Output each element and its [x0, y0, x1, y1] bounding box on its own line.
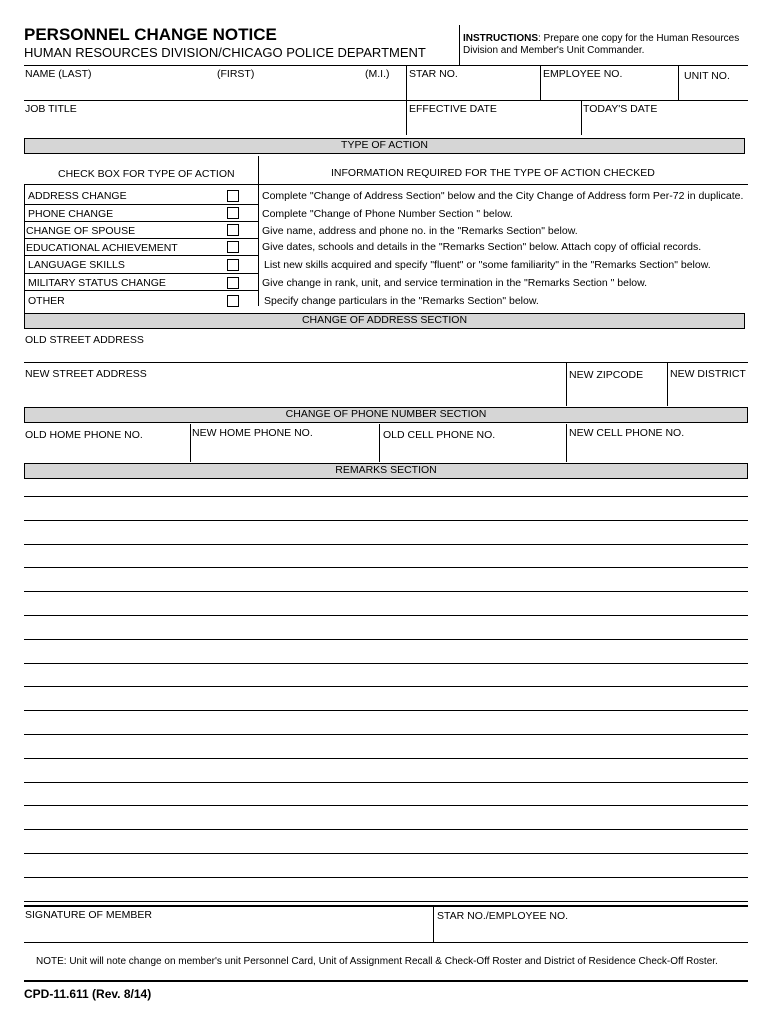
- old-street-label: OLD STREET ADDRESS: [25, 334, 144, 346]
- remarks-line: [24, 496, 748, 497]
- education-checkbox[interactable]: [227, 241, 239, 253]
- remarks-line: [24, 686, 748, 687]
- rule: [24, 238, 258, 239]
- rule: [24, 942, 748, 943]
- action-info: Give name, address and phone no. in the "Remarks Section" below.: [262, 225, 578, 237]
- divider: [258, 156, 259, 306]
- rule: [24, 204, 258, 205]
- form-title: PERSONNEL CHANGE NOTICE: [24, 25, 277, 44]
- remarks-line: [24, 901, 748, 902]
- remarks-line: [24, 782, 748, 783]
- action-label: EDUCATIONAL ACHIEVEMENT: [26, 242, 178, 254]
- phone-change-checkbox[interactable]: [227, 207, 239, 219]
- remarks-section-heading: REMARKS SECTION: [24, 463, 748, 479]
- rule: [24, 221, 258, 222]
- action-label: LANGUAGE SKILLS: [28, 259, 125, 271]
- col-info-header: INFORMATION REQUIRED FOR THE TYPE OF ACTION CHECKED: [331, 167, 655, 179]
- action-info: Give dates, schools and details in the "Remarks Section" below. Attach copy of official records.: [262, 241, 702, 253]
- action-label: OTHER: [28, 295, 65, 307]
- col-check-header: CHECK BOX FOR TYPE OF ACTION: [58, 168, 235, 180]
- address-section-heading: CHANGE OF ADDRESS SECTION: [24, 313, 745, 329]
- language-skills-checkbox[interactable]: [227, 259, 239, 271]
- old-home-phone-label: OLD HOME PHONE NO.: [25, 429, 143, 441]
- action-info: Specify change particulars in the "Remarks Section" below.: [264, 295, 539, 307]
- old-cell-phone-label: OLD CELL PHONE NO.: [383, 429, 496, 441]
- action-info: Give change in rank, unit, and service termination in the "Remarks Section " below.: [262, 277, 648, 289]
- remarks-line: [24, 615, 748, 616]
- name-first-label: (FIRST): [217, 68, 255, 80]
- new-street-label: NEW STREET ADDRESS: [25, 368, 147, 380]
- remarks-line: [24, 734, 748, 735]
- military-status-checkbox[interactable]: [227, 277, 239, 289]
- new-home-phone-label: NEW HOME PHONE NO.: [192, 427, 313, 439]
- form-number: CPD-11.611 (Rev. 8/14): [24, 987, 152, 1001]
- new-district-label: NEW DISTRICT: [670, 368, 746, 380]
- new-zip-label: NEW ZIPCODE: [569, 369, 644, 381]
- name-last-label: NAME (LAST): [25, 68, 92, 80]
- remarks-line: [24, 591, 748, 592]
- address-change-checkbox[interactable]: [227, 190, 239, 202]
- todays-date-label: TODAY'S DATE: [583, 103, 658, 115]
- spouse-change-checkbox[interactable]: [227, 224, 239, 236]
- instructions: [463, 33, 763, 57]
- action-label: PHONE CHANGE: [28, 208, 114, 220]
- rule: [24, 255, 258, 256]
- remarks-line: [24, 567, 748, 568]
- action-info: List new skills acquired and specify "fluent" or "some familiarity" in the "Remarks Section" below.: [264, 259, 711, 271]
- action-label: ADDRESS CHANGE: [28, 190, 127, 202]
- unit-no-label: UNIT NO.: [684, 70, 730, 82]
- star-no-label: STAR NO.: [409, 68, 458, 80]
- rule: [24, 273, 258, 274]
- instructions-text: : Prepare one copy for the Human Resources Division and Member's Unit Commander.: [463, 33, 740, 56]
- action-info: Complete "Change of Phone Number Section " below.: [262, 208, 513, 220]
- signature-label: SIGNATURE OF MEMBER: [25, 909, 152, 921]
- star-employee-no-label: STAR NO./EMPLOYEE NO.: [437, 910, 569, 922]
- header-divider: [459, 25, 460, 65]
- type-of-action-heading: TYPE OF ACTION: [24, 138, 745, 154]
- effective-date-label: EFFECTIVE DATE: [409, 103, 497, 115]
- job-title-label: JOB TITLE: [25, 103, 77, 115]
- remarks-line: [24, 805, 748, 806]
- job-title-field[interactable]: [24, 101, 406, 134]
- phone-section-heading: CHANGE OF PHONE NUMBER SECTION: [24, 407, 748, 423]
- rule: [24, 184, 748, 185]
- new-cell-phone-label: NEW CELL PHONE NO.: [569, 427, 685, 439]
- remarks-line: [24, 710, 748, 711]
- rule: [24, 290, 258, 291]
- remarks-line: [24, 853, 748, 854]
- remarks-line: [24, 877, 748, 878]
- name-mi-label: (M.I.): [365, 68, 390, 80]
- remarks-line: [24, 829, 748, 830]
- remarks-line: [24, 663, 748, 664]
- remarks-line: [24, 639, 748, 640]
- instructions-label: INSTRUCTIONS: [463, 33, 538, 44]
- remarks-line: [24, 544, 748, 545]
- action-info: Complete "Change of Address Section" below and the City Change of Address form Per-72 in duplicate.: [262, 190, 744, 202]
- other-checkbox[interactable]: [227, 295, 239, 307]
- form-subtitle: HUMAN RESOURCES DIVISION/CHICAGO POLICE DEPARTMENT: [24, 45, 426, 60]
- action-label: CHANGE OF SPOUSE: [26, 225, 136, 237]
- footer-note: NOTE: Unit will note change on member's unit Personnel Card, Unit of Assignment Recall & Check-Off Roster and District of Residence Check-Off Roster.: [36, 956, 718, 967]
- employee-no-label: EMPLOYEE NO.: [543, 68, 623, 80]
- rule: [24, 980, 748, 982]
- action-label: MILITARY STATUS CHANGE: [28, 277, 166, 289]
- remarks-line: [24, 520, 748, 521]
- remarks-line: [24, 758, 748, 759]
